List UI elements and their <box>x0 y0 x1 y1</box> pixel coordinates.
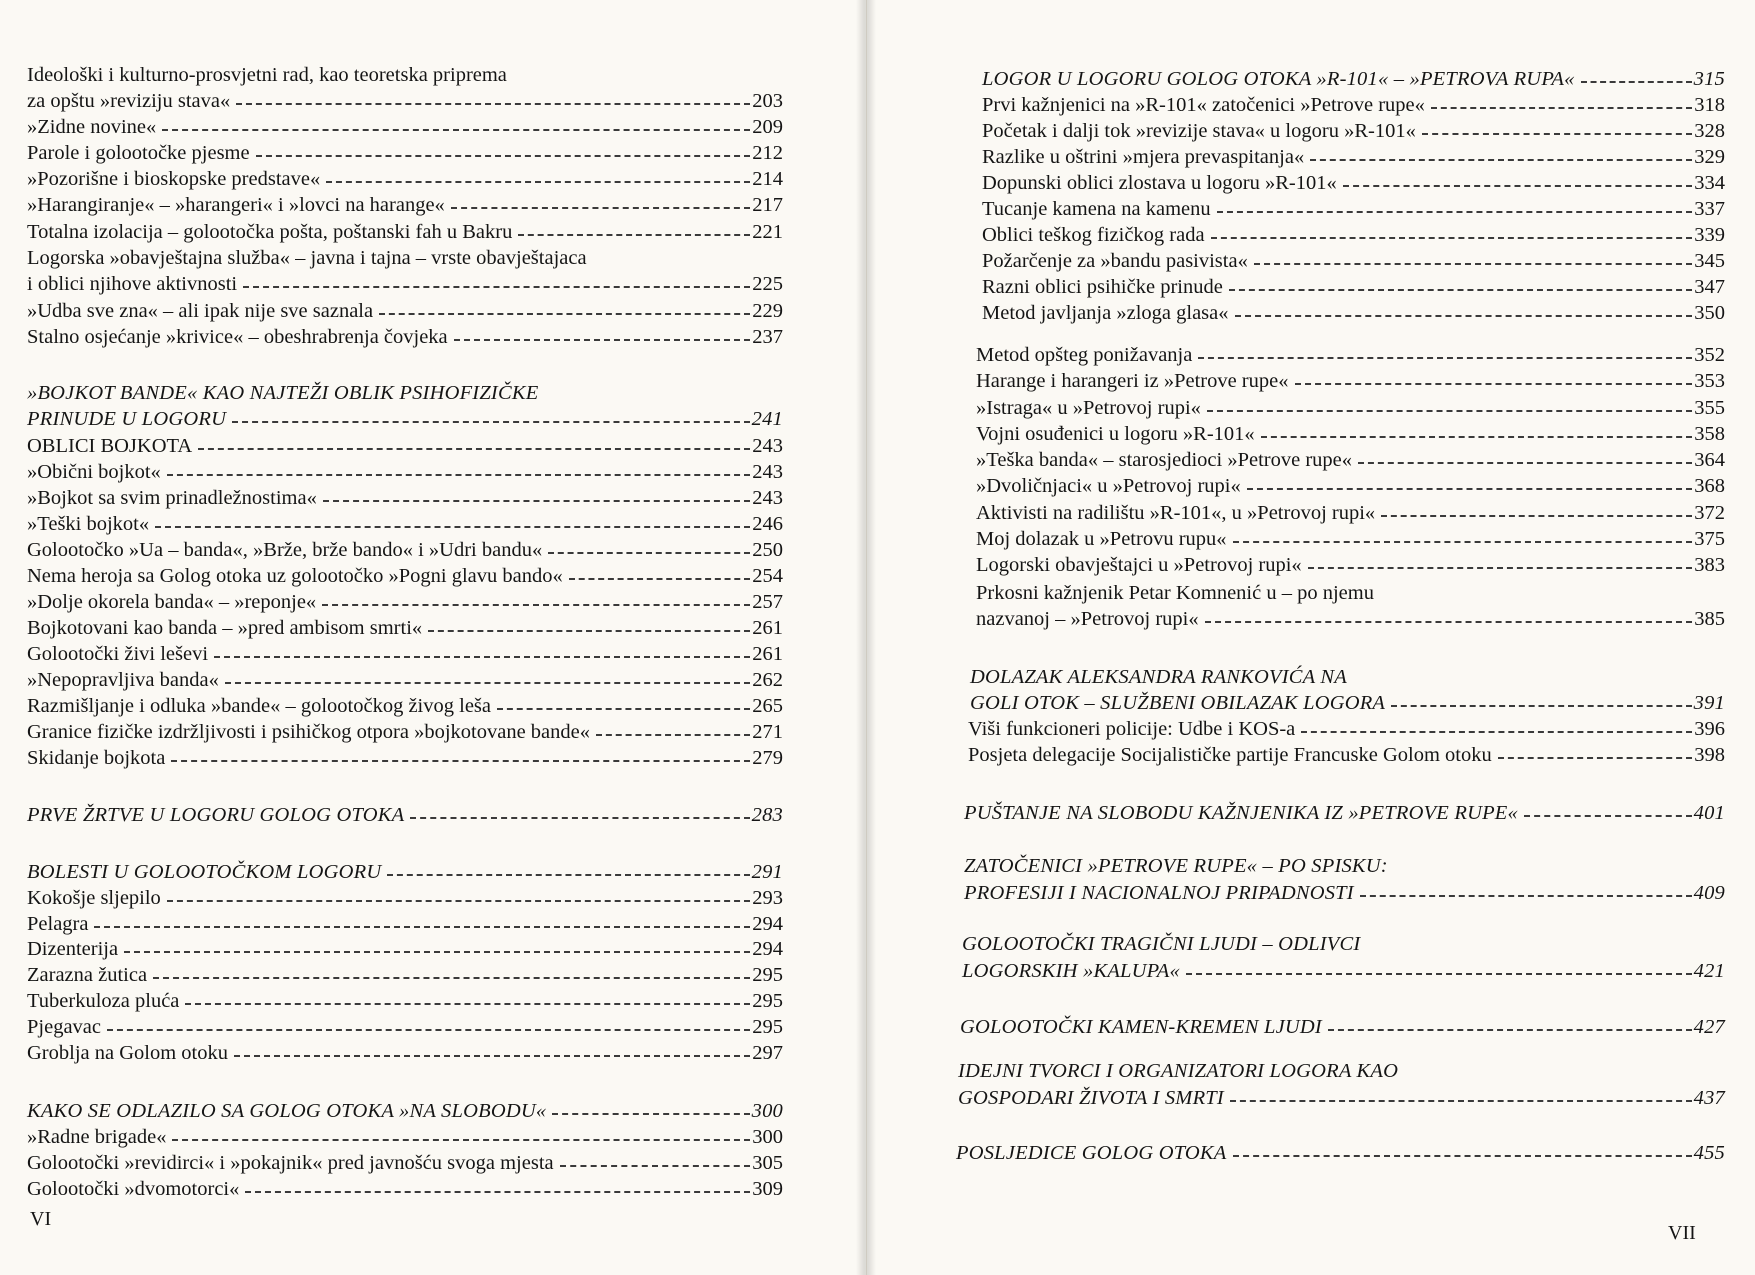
left-toc-entry <box>27 245 783 271</box>
toc-entry-title: »Teški bojkot« <box>27 513 150 535</box>
toc-page-number: 318 <box>1694 94 1725 116</box>
toc-page-number: 221 <box>752 221 783 243</box>
toc-page-number: 209 <box>752 116 783 138</box>
left-toc-entry <box>27 667 783 693</box>
right-section-heading <box>982 66 1725 92</box>
toc-page-number: 409 <box>1693 882 1725 904</box>
dot-leader <box>1229 289 1692 291</box>
toc-page-number: 246 <box>752 513 783 535</box>
right-toc-entry <box>976 368 1725 394</box>
left-toc-entry <box>27 537 783 563</box>
toc-entry-title: Oblici teškog fizičkog rada <box>982 224 1205 246</box>
dot-leader <box>1254 263 1692 265</box>
toc-entry-title: Tucanje kamena na kamenu <box>982 198 1211 220</box>
right-toc-entry <box>976 395 1725 421</box>
right-toc-entry <box>976 421 1725 447</box>
left-toc-entry <box>27 298 783 324</box>
toc-entry-title: »Teška banda« – starosjedioci »Petrove rupe« <box>976 449 1352 471</box>
right-toc-entry <box>982 92 1725 118</box>
toc-entry-title: Razmišljanje i odluka »bande« – golootočkog živog leša <box>27 695 491 717</box>
toc-entry-title: Viši funkcioneri policije: Udbe i KOS-a <box>968 718 1296 740</box>
left-toc-entry <box>27 219 783 245</box>
toc-entry-title: Pelagra <box>27 913 89 935</box>
toc-entry-title: Razni oblici psihičke prinude <box>982 276 1223 298</box>
toc-entry-title: BOLESTI U GOLOOTOČKOM LOGORU <box>27 861 382 883</box>
toc-page-number: 279 <box>752 747 783 769</box>
toc-entry-title: »Bojkot sa svim prinadležnostima« <box>27 487 317 509</box>
toc-entry-title: LOGOR U LOGORU GOLOG OTOKA »R-101« – »PETROVA RUPA« <box>982 68 1575 90</box>
toc-entry-title: Parole i golootočke pjesme <box>27 142 250 164</box>
toc-entry-title: Požarčenje za »bandu pasivista« <box>982 250 1248 272</box>
toc-entry-title: Skidanje bojkota <box>27 747 166 769</box>
right-toc-entry <box>982 144 1725 170</box>
left-toc-entry <box>27 641 783 667</box>
toc-entry-title: »Pozorišne i bioskopske predstave« <box>27 168 321 190</box>
dot-leader <box>1295 383 1693 385</box>
toc-page-number: 254 <box>752 565 783 587</box>
toc-entry-title: Ideološki i kulturno-prosvjetni rad, kao teoretska priprema <box>27 64 507 86</box>
dot-leader <box>1230 1100 1692 1102</box>
toc-entry-title: Totalna izolacija – golootočka pošta, poštanski fah u Bakru <box>27 221 513 243</box>
toc-entry-title: Metod javljanja »zloga glasa« <box>982 302 1229 324</box>
left-section-heading <box>27 1098 783 1124</box>
left-toc-entry <box>27 140 783 166</box>
toc-entry-title: Posjeta delegacije Socijalističke partije Francuske Golom otoku <box>968 744 1492 766</box>
dot-leader <box>1381 515 1692 517</box>
dot-leader <box>94 926 750 928</box>
toc-entry-title: nazvanoj – »Petrovoj rupi« <box>976 608 1199 630</box>
toc-entry-title: Zarazna žutica <box>27 964 148 986</box>
toc-entry-title: Prkosni kažnjenik Petar Komnenić u – po njemu <box>976 582 1374 604</box>
dot-leader <box>1233 1155 1692 1157</box>
toc-entry-title: GOLOOTOČKI KAMEN-KREMEN LJUDI <box>960 1016 1322 1038</box>
toc-page-number: 309 <box>752 1178 783 1200</box>
toc-page-number: 355 <box>1694 397 1725 419</box>
dot-leader <box>1207 410 1692 412</box>
toc-page-number: 241 <box>751 408 783 430</box>
toc-page-number: 250 <box>752 539 783 561</box>
toc-page-number: 364 <box>1694 449 1725 471</box>
dot-leader <box>1524 815 1692 817</box>
right-toc-entry <box>982 196 1725 222</box>
toc-page-number: 295 <box>752 990 783 1012</box>
toc-entry-title: Stalno osjećanje »krivice« – obeshrabrenja čovjeka <box>27 326 448 348</box>
toc-page-number: 293 <box>752 887 783 909</box>
right-section-heading <box>964 853 1725 879</box>
dot-leader <box>1247 488 1693 490</box>
toc-entry-title: KAKO SE ODLAZILO SA GOLOG OTOKA »NA SLOBODU« <box>27 1100 547 1122</box>
toc-entry-title: »Dolje okorela banda« – »reponje« <box>27 591 317 613</box>
toc-page-number: 401 <box>1693 802 1725 824</box>
toc-page-number: 262 <box>752 669 783 691</box>
toc-entry-title: GOSPODARI ŽIVOTA I SMRTI <box>958 1087 1224 1109</box>
toc-entry-title: GOLI OTOK – SLUŽBENI OBILAZAK LOGORA <box>970 692 1386 714</box>
right-toc-entry <box>982 274 1725 300</box>
toc-page-number: 315 <box>1693 68 1725 90</box>
toc-page-number: 237 <box>752 326 783 348</box>
toc-page-number: 352 <box>1694 344 1725 366</box>
dot-leader <box>1198 357 1692 359</box>
toc-page-number: 329 <box>1694 146 1725 168</box>
right-toc-entry <box>976 473 1725 499</box>
toc-entry-title: PRVE ŽRTVE U LOGORU GOLOG OTOKA <box>27 804 405 826</box>
toc-page-number: 243 <box>752 487 783 509</box>
toc-entry-title: Harange i harangeri iz »Petrove rupe« <box>976 370 1289 392</box>
toc-page-number: 217 <box>752 194 783 216</box>
dot-leader <box>236 103 750 105</box>
left-section-heading <box>27 406 783 432</box>
left-toc-entry <box>27 615 783 641</box>
left-toc-entry <box>27 433 783 459</box>
left-toc-entry <box>27 745 783 771</box>
right-section-heading <box>970 664 1725 690</box>
dot-leader <box>560 1165 751 1167</box>
toc-page-number: 265 <box>752 695 783 717</box>
right-toc-entry <box>976 606 1725 632</box>
right-toc-entry <box>976 447 1725 473</box>
toc-page-number: 291 <box>751 861 783 883</box>
right-section-heading <box>962 958 1725 984</box>
dot-leader <box>155 526 750 528</box>
left-toc-entry <box>27 114 783 140</box>
dot-leader <box>243 286 750 288</box>
toc-page-number: 294 <box>752 913 783 935</box>
toc-page-number: 358 <box>1694 423 1725 445</box>
dot-leader <box>1422 133 1692 135</box>
dot-leader <box>428 630 750 632</box>
left-toc-entry <box>27 1176 783 1202</box>
right-section-heading <box>970 690 1725 716</box>
toc-entry-title: »Nepopravljiva banda« <box>27 669 219 691</box>
toc-entry-title: Golootočki »revidirci« i »pokajnik« pred javnošću svoga mjesta <box>27 1152 554 1174</box>
toc-page-number: 225 <box>752 273 783 295</box>
dot-leader <box>124 951 750 953</box>
right-section-heading <box>958 1058 1725 1084</box>
toc-entry-title: PUŠTANJE NA SLOBODU KAŽNJENIKA IZ »PETROVE RUPE« <box>964 802 1518 824</box>
right-toc-entry <box>982 300 1725 326</box>
toc-page-number: 212 <box>752 142 783 164</box>
left-section-heading <box>27 802 783 828</box>
dot-leader <box>167 474 750 476</box>
dot-leader <box>1328 1029 1692 1031</box>
toc-page-number: 347 <box>1694 276 1725 298</box>
dot-leader <box>326 181 750 183</box>
toc-entry-title: Golootočki živi leševi <box>27 643 209 665</box>
dot-leader <box>172 1139 750 1141</box>
toc-entry-title: Golootočki »dvomotorci« <box>27 1178 240 1200</box>
toc-entry-title: »BOJKOT BANDE« KAO NAJTEŽI OBLIK PSIHOFIZIČKE <box>27 382 539 404</box>
right-toc-entry <box>976 500 1725 526</box>
left-toc-entry <box>27 192 783 218</box>
left-toc-entry <box>27 988 783 1014</box>
toc-entry-title: »Udba sve zna« – ali ipak nije sve saznala <box>27 300 374 322</box>
dot-leader <box>569 578 751 580</box>
toc-page-number: 243 <box>752 461 783 483</box>
toc-entry-title: Metod opšteg ponižavanja <box>976 344 1193 366</box>
dot-leader <box>323 500 750 502</box>
right-section-heading <box>958 1085 1725 1111</box>
toc-page-number: 283 <box>751 804 783 826</box>
dot-leader <box>225 682 750 684</box>
dot-leader <box>596 734 750 736</box>
dot-leader <box>387 874 749 876</box>
dot-leader <box>518 234 750 236</box>
dot-leader <box>256 155 751 157</box>
toc-entry-title: i oblici njihove aktivnosti <box>27 273 238 295</box>
toc-entry-title: OBLICI BOJKOTA <box>27 435 193 457</box>
toc-entry-title: Golootočko »Ua – banda«, »Brže, brže bando« i »Udri bandu« <box>27 539 543 561</box>
left-toc-entry <box>27 485 783 511</box>
left-toc-entry <box>27 62 783 88</box>
dot-leader <box>1391 705 1691 707</box>
dot-leader <box>1360 895 1692 897</box>
toc-page-number: 398 <box>1694 744 1725 766</box>
left-toc-entry <box>27 1040 783 1066</box>
toc-page-number: 372 <box>1694 502 1725 524</box>
toc-page-number: 339 <box>1694 224 1725 246</box>
right-toc-entry <box>976 342 1725 368</box>
toc-entry-title: Logorska »obavještajna služba« – javna i tajna – vrste obavještajaca <box>27 247 587 269</box>
dot-leader <box>1186 973 1692 975</box>
toc-entry-title: PRINUDE U LOGORU <box>27 408 227 430</box>
toc-page-number: 203 <box>752 90 783 112</box>
toc-entry-title: Kokošje sljepilo <box>27 887 161 909</box>
toc-page-number: 334 <box>1694 172 1725 194</box>
right-toc-entry <box>968 716 1725 742</box>
dot-leader <box>1301 731 1692 733</box>
right-section-heading <box>964 880 1725 906</box>
toc-page-number: 294 <box>752 938 783 960</box>
left-toc-entry <box>27 1150 783 1176</box>
toc-entry-title: Aktivisti na radilištu »R-101«, u »Petrovoj rupi« <box>976 502 1376 524</box>
toc-page-number: 261 <box>752 643 783 665</box>
toc-page-number: 391 <box>1693 692 1725 714</box>
toc-entry-title: »Obični bojkot« <box>27 461 161 483</box>
toc-page-number: 305 <box>752 1152 783 1174</box>
right-section-heading <box>964 800 1725 826</box>
dot-leader <box>322 604 750 606</box>
right-section-heading <box>962 931 1725 957</box>
dot-leader <box>1217 211 1693 213</box>
left-toc-entry <box>27 1014 783 1040</box>
dot-leader <box>1235 315 1693 317</box>
left-toc-entry <box>27 511 783 537</box>
right-section-heading <box>960 1014 1725 1040</box>
left-toc-entry <box>27 324 783 350</box>
dot-leader <box>1358 462 1692 464</box>
dot-leader <box>410 817 749 819</box>
dot-leader <box>234 1055 750 1057</box>
dot-leader <box>1211 237 1693 239</box>
dot-leader <box>552 1113 749 1115</box>
toc-page-number: 437 <box>1693 1087 1725 1109</box>
right-toc-entry <box>968 742 1725 768</box>
toc-page-number: 368 <box>1694 475 1725 497</box>
toc-entry-title: »Zidne novine« <box>27 116 157 138</box>
dot-leader <box>1205 621 1693 623</box>
dot-leader <box>1233 541 1693 543</box>
dot-leader <box>198 448 750 450</box>
right-toc-entry <box>982 118 1725 144</box>
toc-page-number: 257 <box>752 591 783 613</box>
toc-page-number: 229 <box>752 300 783 322</box>
toc-page-number: 300 <box>751 1100 783 1122</box>
dot-leader <box>153 977 750 979</box>
toc-entry-title: Moj dolazak u »Petrovu rupu« <box>976 528 1227 550</box>
dot-leader <box>167 900 750 902</box>
toc-page-number: 295 <box>752 964 783 986</box>
toc-entry-title: Tuberkuloza pluća <box>27 990 180 1012</box>
dot-leader <box>214 656 750 658</box>
left-toc-entry <box>27 911 783 937</box>
toc-page-number: 345 <box>1694 250 1725 272</box>
toc-entry-title: Početak i dalji tok »revizije stava« u logoru »R-101« <box>982 120 1416 142</box>
toc-page-number: 295 <box>752 1016 783 1038</box>
dot-leader <box>1310 159 1692 161</box>
dot-leader <box>1308 567 1693 569</box>
toc-page-number: 385 <box>1694 608 1725 630</box>
dot-leader <box>185 1003 750 1005</box>
left-toc-entry <box>27 459 783 485</box>
left-toc-entry <box>27 1124 783 1150</box>
dot-leader <box>548 552 750 554</box>
toc-page-number: 427 <box>1693 1016 1725 1038</box>
dot-leader <box>454 339 751 341</box>
dot-leader <box>451 207 750 209</box>
toc-entry-title: Pjegavac <box>27 1016 101 1038</box>
toc-page-number: 350 <box>1694 302 1725 324</box>
right-toc-entry <box>982 248 1725 274</box>
left-toc-entry <box>27 693 783 719</box>
right-toc-entry <box>976 526 1725 552</box>
toc-entry-title: »Harangiranje« – »harangeri« i »lovci na harange« <box>27 194 445 216</box>
left-toc-entry <box>27 166 783 192</box>
dot-leader <box>1261 436 1693 438</box>
left-toc-entry <box>27 719 783 745</box>
right-toc-entry <box>982 170 1725 196</box>
dot-leader <box>1343 185 1693 187</box>
dot-leader <box>107 1029 750 1031</box>
right-toc-entry <box>976 552 1725 578</box>
left-section-heading <box>27 859 783 885</box>
dot-leader <box>245 1191 750 1193</box>
left-toc-entry <box>27 88 783 114</box>
toc-entry-title: GOLOOTOČKI TRAGIČNI LJUDI – ODLIVCI <box>962 933 1361 955</box>
toc-entry-title: Logorski obavještajci u »Petrovoj rupi« <box>976 554 1302 576</box>
toc-entry-title: DOLAZAK ALEKSANDRA RANKOVIĆA NA <box>970 666 1347 688</box>
toc-page-number: 300 <box>752 1126 783 1148</box>
toc-entry-title: »Radne brigade« <box>27 1126 167 1148</box>
left-page-number: VI <box>30 1208 52 1230</box>
toc-entry-title: Bojkotovani kao banda – »pred ambisom smrti« <box>27 617 423 639</box>
toc-page-number: 214 <box>752 168 783 190</box>
left-toc-entry <box>27 589 783 615</box>
toc-entry-title: »Dvoličnjaci« u »Petrovoj rupi« <box>976 475 1241 497</box>
toc-page-number: 261 <box>752 617 783 639</box>
toc-page-number: 337 <box>1694 198 1725 220</box>
toc-entry-title: Dizenterija <box>27 938 119 960</box>
toc-entry-title: LOGORSKIH »KALUPA« <box>962 960 1180 982</box>
toc-entry-title: IDEJNI TVORCI I ORGANIZATORI LOGORA KAO <box>958 1060 1399 1082</box>
dot-leader <box>1431 107 1692 109</box>
toc-entry-title: Groblja na Golom otoku <box>27 1042 228 1064</box>
dot-leader <box>232 421 750 423</box>
dot-leader <box>497 708 750 710</box>
left-toc-entry <box>27 936 783 962</box>
right-toc-entry <box>976 580 1725 606</box>
toc-entry-title: POSLJEDICE GOLOG OTOKA <box>956 1142 1227 1164</box>
toc-entry-title: PROFESIJI I NACIONALNOJ PRIPADNOSTI <box>964 882 1354 904</box>
toc-page-number: 421 <box>1693 960 1725 982</box>
toc-page-number: 353 <box>1694 370 1725 392</box>
toc-entry-title: Nema heroja sa Golog otoka uz golootočko »Pogni glavu bando« <box>27 565 563 587</box>
toc-page-number: 396 <box>1694 718 1725 740</box>
dot-leader <box>1498 757 1692 759</box>
toc-page-number: 383 <box>1694 554 1725 576</box>
book-gutter <box>856 0 876 1275</box>
dot-leader <box>1581 81 1692 83</box>
left-toc-entry <box>27 271 783 297</box>
left-toc-entry <box>27 885 783 911</box>
dot-leader <box>379 313 750 315</box>
toc-entry-title: za opštu »reviziju stava« <box>27 90 231 112</box>
toc-page-number: 375 <box>1694 528 1725 550</box>
toc-page-number: 455 <box>1693 1142 1725 1164</box>
right-toc-entry <box>982 222 1725 248</box>
dot-leader <box>171 760 750 762</box>
left-toc-entry <box>27 962 783 988</box>
right-page-number: VII <box>1668 1222 1696 1244</box>
toc-entry-title: Prvi kažnjenici na »R-101« zatočenici »Petrove rupe« <box>982 94 1425 116</box>
toc-page-number: 297 <box>752 1042 783 1064</box>
toc-entry-title: Granice fizičke izdržljivosti i psihičkog otpora »bojkotovane bande« <box>27 721 591 743</box>
toc-page-number: 328 <box>1694 120 1725 142</box>
toc-entry-title: Razlike u oštrini »mjera prevaspitanja« <box>982 146 1305 168</box>
toc-entry-title: Dopunski oblici zlostava u logoru »R-101« <box>982 172 1337 194</box>
toc-page-number: 243 <box>752 435 783 457</box>
toc-entry-title: ZATOČENICI »PETROVE RUPE« – PO SPISKU: <box>964 855 1388 877</box>
dot-leader <box>162 129 750 131</box>
right-section-heading <box>956 1140 1725 1166</box>
toc-page-number: 271 <box>752 721 783 743</box>
left-section-heading <box>27 380 783 406</box>
toc-entry-title: Vojni osuđenici u logoru »R-101« <box>976 423 1255 445</box>
toc-entry-title: »Istraga« u »Petrovoj rupi« <box>976 397 1201 419</box>
left-toc-entry <box>27 563 783 589</box>
